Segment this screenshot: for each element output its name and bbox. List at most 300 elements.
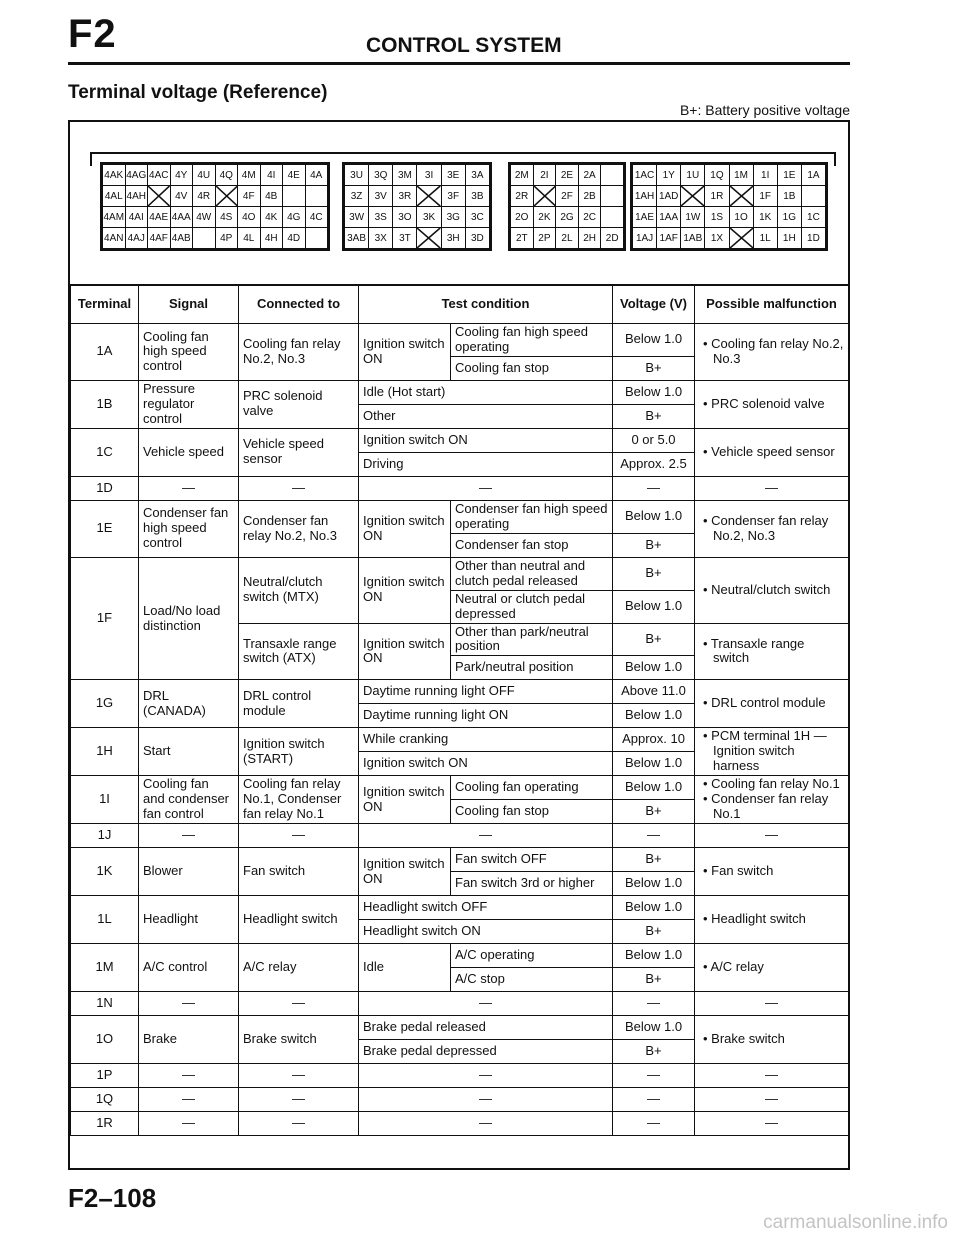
condition-cell: Daytime running light OFF bbox=[359, 680, 613, 704]
voltage-cell: Below 1.0 bbox=[613, 752, 695, 776]
connector-pin: 1AB bbox=[681, 228, 704, 248]
connector-pin: 1AD bbox=[657, 186, 680, 206]
dash-cell: — bbox=[239, 1088, 359, 1112]
dash-cell: — bbox=[613, 992, 695, 1016]
connector-pin: 1M bbox=[730, 165, 753, 185]
connector-pin: 4K bbox=[261, 207, 283, 227]
header-terminal: Terminal bbox=[71, 285, 139, 324]
table-row bbox=[71, 428, 849, 452]
table-row bbox=[71, 500, 849, 533]
connector-pin: 2K bbox=[534, 207, 556, 227]
table-row bbox=[71, 680, 849, 704]
malfunction-item: • PRC solenoid valve bbox=[703, 395, 825, 411]
connector-pin: 4C bbox=[306, 207, 328, 227]
connector-pin: 3C bbox=[466, 207, 489, 227]
terminal-cell: 1K bbox=[71, 848, 139, 896]
connector-pin: 2F bbox=[556, 186, 578, 206]
voltage-cell: Below 1.0 bbox=[613, 590, 695, 623]
voltage-cell: B+ bbox=[613, 1040, 695, 1064]
condition-cell: A/C operating bbox=[451, 944, 613, 968]
connector-pin: 3D bbox=[466, 228, 489, 248]
condition-cell: Cooling fan stop bbox=[451, 800, 613, 824]
malfunction-cell bbox=[695, 776, 849, 824]
terminal-cell: 1C bbox=[71, 428, 139, 476]
table-row bbox=[71, 324, 849, 357]
malfunction-cell bbox=[695, 896, 849, 944]
connected-cell: Ignition switch (START) bbox=[239, 728, 359, 776]
malfunction-cell bbox=[695, 500, 849, 557]
connector-pin: 4AE bbox=[148, 207, 170, 227]
voltage-cell: Above 11.0 bbox=[613, 680, 695, 704]
terminal-cell: 1O bbox=[71, 1016, 139, 1064]
dash-cell: — bbox=[239, 1112, 359, 1136]
dash-cell: — bbox=[695, 1112, 849, 1136]
connector-pin: 2C bbox=[579, 207, 601, 227]
connector-diagram bbox=[70, 122, 848, 286]
malfunction-cell bbox=[695, 557, 849, 623]
connector-2 bbox=[342, 162, 492, 251]
connector-pin: 1W bbox=[681, 207, 704, 227]
connector-pin: 1K bbox=[754, 207, 777, 227]
connector-pin bbox=[306, 186, 328, 206]
dash-cell: — bbox=[239, 476, 359, 500]
malfunction-item: • Neutral/clutch switch bbox=[703, 581, 831, 597]
dash-cell: — bbox=[613, 824, 695, 848]
condition-cell: Ignition switch ON bbox=[359, 428, 613, 452]
connector-pin: 4B bbox=[261, 186, 283, 206]
connected-cell: Vehicle speed sensor bbox=[239, 428, 359, 476]
connector-pin: 2O bbox=[511, 207, 533, 227]
dash-cell: — bbox=[613, 1064, 695, 1088]
signal-cell: Start bbox=[139, 728, 239, 776]
connector-pin: 4AN bbox=[103, 228, 125, 248]
connector-pin: 3A bbox=[466, 165, 489, 185]
blank-pin-cross-icon bbox=[417, 228, 440, 248]
connector-pin: 4AG bbox=[126, 165, 148, 185]
dash-cell: — bbox=[695, 476, 849, 500]
connector-pin: 3V bbox=[369, 186, 392, 206]
section-title: CONTROL SYSTEM bbox=[366, 34, 562, 57]
voltage-cell: Below 1.0 bbox=[613, 704, 695, 728]
connected-cell: Cooling fan relay No.2, No.3 bbox=[239, 324, 359, 381]
connected-cell: PRC solenoid valve bbox=[239, 380, 359, 428]
header-voltage: Voltage (V) bbox=[613, 285, 695, 324]
voltage-cell: Below 1.0 bbox=[613, 656, 695, 680]
connector-pin: 1U bbox=[681, 165, 704, 185]
condition-cell: Condenser fan stop bbox=[451, 533, 613, 557]
table-row bbox=[71, 896, 849, 920]
signal-cell: Blower bbox=[139, 848, 239, 896]
table-row bbox=[71, 776, 849, 800]
connector-pin: 1AF bbox=[657, 228, 680, 248]
connector-pin: 4H bbox=[261, 228, 283, 248]
connector-pin: 4V bbox=[171, 186, 193, 206]
connector-pin: 1R bbox=[705, 186, 728, 206]
signal-cell: DRL (CANADA) bbox=[139, 680, 239, 728]
connector-pin: 4AB bbox=[171, 228, 193, 248]
connector-pin: 4AC bbox=[148, 165, 170, 185]
condition-cell: Headlight switch OFF bbox=[359, 896, 613, 920]
terminal-cell: 1L bbox=[71, 896, 139, 944]
connector-pin: 1C bbox=[802, 207, 825, 227]
voltage-cell: B+ bbox=[613, 623, 695, 656]
subheading: Terminal voltage (Reference) bbox=[68, 82, 328, 103]
terminal-cell: 1D bbox=[71, 476, 139, 500]
dash-cell: — bbox=[613, 1088, 695, 1112]
malfunction-item: • Condenser fan relay No.1 bbox=[703, 791, 829, 822]
connector-pin: 2T bbox=[511, 228, 533, 248]
connector-pin: 1G bbox=[778, 207, 801, 227]
connector-pin: 3X bbox=[369, 228, 392, 248]
connector-pin: 3T bbox=[393, 228, 416, 248]
table-row bbox=[71, 380, 849, 404]
table-row bbox=[71, 1088, 849, 1112]
blank-pin-cross-icon bbox=[534, 186, 556, 206]
blank-pin-cross-icon bbox=[216, 186, 238, 206]
condition-cell: Other than neutral and clutch pedal released bbox=[451, 557, 613, 590]
connector-pin: 3M bbox=[393, 165, 416, 185]
voltage-cell: B+ bbox=[613, 356, 695, 380]
voltage-cell: B+ bbox=[613, 404, 695, 428]
dash-cell: — bbox=[613, 476, 695, 500]
terminal-cell: 1H bbox=[71, 728, 139, 776]
connector-outline bbox=[90, 152, 834, 154]
connector-3 bbox=[508, 162, 626, 251]
condition-cell: Neutral or clutch pedal depressed bbox=[451, 590, 613, 623]
malfunction-item: • DRL control module bbox=[703, 695, 826, 711]
battery-note: B+: Battery positive voltage bbox=[679, 102, 850, 118]
voltage-cell: Approx. 10 bbox=[613, 728, 695, 752]
dash-cell: — bbox=[239, 992, 359, 1016]
connector-pin: 3O bbox=[393, 207, 416, 227]
connector-pin: 3U bbox=[345, 165, 368, 185]
connector-pin: 1L bbox=[754, 228, 777, 248]
malfunction-cell bbox=[695, 680, 849, 728]
connector-pin: 4R bbox=[193, 186, 215, 206]
condition-cell: Cooling fan stop bbox=[451, 356, 613, 380]
signal-cell: Pressure regulator control bbox=[139, 380, 239, 428]
connector-pin bbox=[601, 165, 623, 185]
voltage-cell: B+ bbox=[613, 533, 695, 557]
dash-cell: — bbox=[613, 1112, 695, 1136]
dash-cell: — bbox=[239, 1064, 359, 1088]
connector-pin: 2G bbox=[556, 207, 578, 227]
connector-pin: 3K bbox=[417, 207, 440, 227]
malfunction-item: • Condenser fan relay No.2, No.3 bbox=[703, 512, 829, 543]
dash-cell: — bbox=[139, 476, 239, 500]
voltage-cell: Below 1.0 bbox=[613, 324, 695, 357]
table-row bbox=[71, 476, 849, 500]
terminal-voltage-table bbox=[70, 284, 849, 1136]
connected-cell: Fan switch bbox=[239, 848, 359, 896]
header-test-condition: Test condition bbox=[359, 285, 613, 324]
watermark: carmanualsonline.info bbox=[763, 1212, 948, 1233]
section-code: F2 bbox=[68, 12, 117, 56]
connector-pin bbox=[601, 186, 623, 206]
connector-pin: 4AF bbox=[148, 228, 170, 248]
terminal-cell: 1G bbox=[71, 680, 139, 728]
blank-pin-cross-icon bbox=[417, 186, 440, 206]
condition-cell: Ignition switch ON bbox=[359, 752, 613, 776]
condition-cell: Park/neutral position bbox=[451, 656, 613, 680]
connector-pin: 3R bbox=[393, 186, 416, 206]
blank-pin-cross-icon bbox=[148, 186, 170, 206]
connector-pin: 4A bbox=[306, 165, 328, 185]
connector-pin: 3Q bbox=[369, 165, 392, 185]
header-signal: Signal bbox=[139, 285, 239, 324]
malfunction-item: • Vehicle speed sensor bbox=[703, 443, 835, 459]
connected-cell: Neutral/clutch switch (MTX) bbox=[239, 557, 359, 623]
signal-cell: Brake bbox=[139, 1016, 239, 1064]
signal-cell: Vehicle speed bbox=[139, 428, 239, 476]
malfunction-cell bbox=[695, 1016, 849, 1064]
connector-pin: 2P bbox=[534, 228, 556, 248]
condition-cell: Daytime running light ON bbox=[359, 704, 613, 728]
connector-pin: 4AI bbox=[126, 207, 148, 227]
connected-cell: DRL control module bbox=[239, 680, 359, 728]
table-row bbox=[71, 992, 849, 1016]
connector-pin: 4I bbox=[261, 165, 283, 185]
connector-4 bbox=[630, 162, 828, 251]
connector-pin: 4P bbox=[216, 228, 238, 248]
malfunction-item: • Cooling fan relay No.2, No.3 bbox=[703, 336, 844, 366]
connector-pin: 4S bbox=[216, 207, 238, 227]
connector-pin: 3E bbox=[442, 165, 465, 185]
table-row bbox=[71, 728, 849, 752]
connector-pin: 4AL bbox=[103, 186, 125, 206]
connector-pin: 1O bbox=[730, 207, 753, 227]
dash-cell: — bbox=[359, 1064, 613, 1088]
connector-pin: 2D bbox=[601, 228, 623, 248]
connector-pin: 1AJ bbox=[633, 228, 656, 248]
connected-cell: A/C relay bbox=[239, 944, 359, 992]
connector-pin: 3H bbox=[442, 228, 465, 248]
condition-cell: Fan switch OFF bbox=[451, 848, 613, 872]
page-number: F2–108 bbox=[68, 1183, 157, 1213]
connector-pin: 3Z bbox=[345, 186, 368, 206]
condition-cell: Cooling fan operating bbox=[451, 776, 613, 800]
blank-pin-cross-icon bbox=[730, 186, 753, 206]
signal-cell: Headlight bbox=[139, 896, 239, 944]
condition-cell: Headlight switch ON bbox=[359, 920, 613, 944]
condition-main-cell: Ignition switch ON bbox=[359, 848, 451, 896]
voltage-cell: Below 1.0 bbox=[613, 944, 695, 968]
condition-cell: A/C stop bbox=[451, 968, 613, 992]
dash-cell: — bbox=[139, 992, 239, 1016]
terminal-cell: 1R bbox=[71, 1112, 139, 1136]
connector-pin: 2L bbox=[556, 228, 578, 248]
signal-cell: Condenser fan high speed control bbox=[139, 500, 239, 557]
malfunction-cell bbox=[695, 380, 849, 428]
connector-pin: 2B bbox=[579, 186, 601, 206]
terminal-cell: 1P bbox=[71, 1064, 139, 1088]
voltage-cell: Below 1.0 bbox=[613, 380, 695, 404]
connected-cell: Transaxle range switch (ATX) bbox=[239, 623, 359, 680]
voltage-cell: B+ bbox=[613, 920, 695, 944]
connector-pin: 1I bbox=[754, 165, 777, 185]
signal-cell: Load/No load distinction bbox=[139, 557, 239, 680]
connector-pin: 1AH bbox=[633, 186, 656, 206]
connector-pin: 4M bbox=[238, 165, 260, 185]
condition-cell: While cranking bbox=[359, 728, 613, 752]
connector-pin: 2A bbox=[579, 165, 601, 185]
voltage-cell: B+ bbox=[613, 557, 695, 590]
malfunction-cell bbox=[695, 728, 849, 776]
malfunction-item: • Cooling fan relay No.1 bbox=[703, 776, 840, 792]
condition-main-cell: Ignition switch ON bbox=[359, 324, 451, 381]
connector-pin: 1A bbox=[802, 165, 825, 185]
malfunction-item: • Transaxle range switch bbox=[703, 635, 805, 666]
connector-pin: 2H bbox=[579, 228, 601, 248]
dash-cell: — bbox=[359, 992, 613, 1016]
connector-pin: 1AC bbox=[633, 165, 656, 185]
table-row bbox=[71, 1064, 849, 1088]
connector-pin: 1B bbox=[778, 186, 801, 206]
connector-pin: 1H bbox=[778, 228, 801, 248]
terminal-cell: 1Q bbox=[71, 1088, 139, 1112]
dash-cell: — bbox=[695, 824, 849, 848]
connector-pin: 1AE bbox=[633, 207, 656, 227]
voltage-cell: B+ bbox=[613, 968, 695, 992]
connector-pin: 2M bbox=[511, 165, 533, 185]
connector-pin: 4AJ bbox=[126, 228, 148, 248]
connector-pin: 2R bbox=[511, 186, 533, 206]
dash-cell: — bbox=[695, 1064, 849, 1088]
dash-cell: — bbox=[695, 1088, 849, 1112]
connector-pin: 4O bbox=[238, 207, 260, 227]
header-rule bbox=[68, 62, 850, 65]
connector-pin: 3I bbox=[417, 165, 440, 185]
connector-pin: 1X bbox=[705, 228, 728, 248]
connector-pin: 3B bbox=[466, 186, 489, 206]
connector-pin: 3G bbox=[442, 207, 465, 227]
table-row bbox=[71, 944, 849, 968]
connector-pin bbox=[802, 186, 825, 206]
malfunction-item: • PCM terminal 1H — Ignition switch harness bbox=[703, 728, 827, 774]
condition-main-cell: Ignition switch ON bbox=[359, 623, 451, 680]
dash-cell: — bbox=[359, 1088, 613, 1112]
connector-pin: 1S bbox=[705, 207, 728, 227]
dash-cell: — bbox=[139, 1064, 239, 1088]
terminal-cell: 1I bbox=[71, 776, 139, 824]
condition-main-cell: Ignition switch ON bbox=[359, 557, 451, 623]
voltage-cell: B+ bbox=[613, 848, 695, 872]
condition-cell: Other than park/neutral position bbox=[451, 623, 613, 656]
condition-cell: Driving bbox=[359, 452, 613, 476]
malfunction-item: • Fan switch bbox=[703, 863, 774, 879]
malfunction-cell bbox=[695, 944, 849, 992]
connected-cell: Headlight switch bbox=[239, 896, 359, 944]
condition-cell: Idle (Hot start) bbox=[359, 380, 613, 404]
connector-pin bbox=[193, 228, 215, 248]
table-row bbox=[71, 824, 849, 848]
dash-cell: — bbox=[359, 476, 613, 500]
connector-pin: 4F bbox=[238, 186, 260, 206]
terminal-cell: 1A bbox=[71, 324, 139, 381]
connector-pin: 1Y bbox=[657, 165, 680, 185]
voltage-cell: Approx. 2.5 bbox=[613, 452, 695, 476]
voltage-cell: Below 1.0 bbox=[613, 776, 695, 800]
dash-cell: — bbox=[359, 1112, 613, 1136]
dash-cell: — bbox=[695, 992, 849, 1016]
voltage-cell: 0 or 5.0 bbox=[613, 428, 695, 452]
connector-pin: 2I bbox=[534, 165, 556, 185]
header-connected: Connected to bbox=[239, 285, 359, 324]
condition-cell: Cooling fan high speed operating bbox=[451, 324, 613, 357]
connector-pin: 4W bbox=[193, 207, 215, 227]
voltage-cell: Below 1.0 bbox=[613, 896, 695, 920]
connector-pin: 4AA bbox=[171, 207, 193, 227]
connector-pin bbox=[601, 207, 623, 227]
terminal-cell: 1E bbox=[71, 500, 139, 557]
table-header-row bbox=[71, 285, 849, 324]
condition-cell: Other bbox=[359, 404, 613, 428]
connector-pin: 4L bbox=[238, 228, 260, 248]
malfunction-item: • Brake switch bbox=[703, 1031, 785, 1047]
malfunction-item: • A/C relay bbox=[703, 959, 764, 975]
connector-pin: 3W bbox=[345, 207, 368, 227]
table-row bbox=[71, 1016, 849, 1040]
malfunction-cell bbox=[695, 848, 849, 896]
connector-pin: 4G bbox=[283, 207, 305, 227]
connector-pin: 4AK bbox=[103, 165, 125, 185]
connector-pin: 1Q bbox=[705, 165, 728, 185]
terminal-voltage-frame bbox=[68, 120, 850, 1170]
connected-cell: Cooling fan relay No.1, Condenser fan relay No.1 bbox=[239, 776, 359, 824]
connector-pin: 1AA bbox=[657, 207, 680, 227]
connector-pin: 4E bbox=[283, 165, 305, 185]
condition-main-cell: Ignition switch ON bbox=[359, 500, 451, 557]
dash-cell: — bbox=[239, 824, 359, 848]
terminal-cell: 1J bbox=[71, 824, 139, 848]
voltage-cell: B+ bbox=[613, 800, 695, 824]
connector-pin: 4D bbox=[283, 228, 305, 248]
signal-cell: Cooling fan high speed control bbox=[139, 324, 239, 381]
connector-pin: 1F bbox=[754, 186, 777, 206]
malfunction-cell bbox=[695, 324, 849, 381]
condition-main-cell: Idle bbox=[359, 944, 451, 992]
condition-cell: Condenser fan high speed operating bbox=[451, 500, 613, 533]
dash-cell: — bbox=[139, 1088, 239, 1112]
table-row bbox=[71, 557, 849, 590]
voltage-cell: Below 1.0 bbox=[613, 1016, 695, 1040]
condition-cell: Fan switch 3rd or higher bbox=[451, 872, 613, 896]
connector-pin: 4AM bbox=[103, 207, 125, 227]
blank-pin-cross-icon bbox=[730, 228, 753, 248]
connected-cell: Brake switch bbox=[239, 1016, 359, 1064]
connected-cell: Condenser fan relay No.2, No.3 bbox=[239, 500, 359, 557]
terminal-cell: 1F bbox=[71, 557, 139, 680]
terminal-cell: 1N bbox=[71, 992, 139, 1016]
signal-cell: Cooling fan and condenser fan control bbox=[139, 776, 239, 824]
connector-outline bbox=[90, 152, 92, 166]
connector-pin: 1E bbox=[778, 165, 801, 185]
voltage-cell: Below 1.0 bbox=[613, 500, 695, 533]
condition-cell: Brake pedal depressed bbox=[359, 1040, 613, 1064]
malfunction-cell bbox=[695, 428, 849, 476]
connector-pin: 3S bbox=[369, 207, 392, 227]
connector-pin: 2E bbox=[556, 165, 578, 185]
signal-cell: A/C control bbox=[139, 944, 239, 992]
connector-pin: 1D bbox=[802, 228, 825, 248]
table-row bbox=[71, 848, 849, 872]
dash-cell: — bbox=[359, 824, 613, 848]
malfunction-item: • Headlight switch bbox=[703, 911, 806, 927]
terminal-cell: 1M bbox=[71, 944, 139, 992]
malfunction-cell bbox=[695, 623, 849, 680]
dash-cell: — bbox=[139, 1112, 239, 1136]
connector-pin: 4Y bbox=[171, 165, 193, 185]
